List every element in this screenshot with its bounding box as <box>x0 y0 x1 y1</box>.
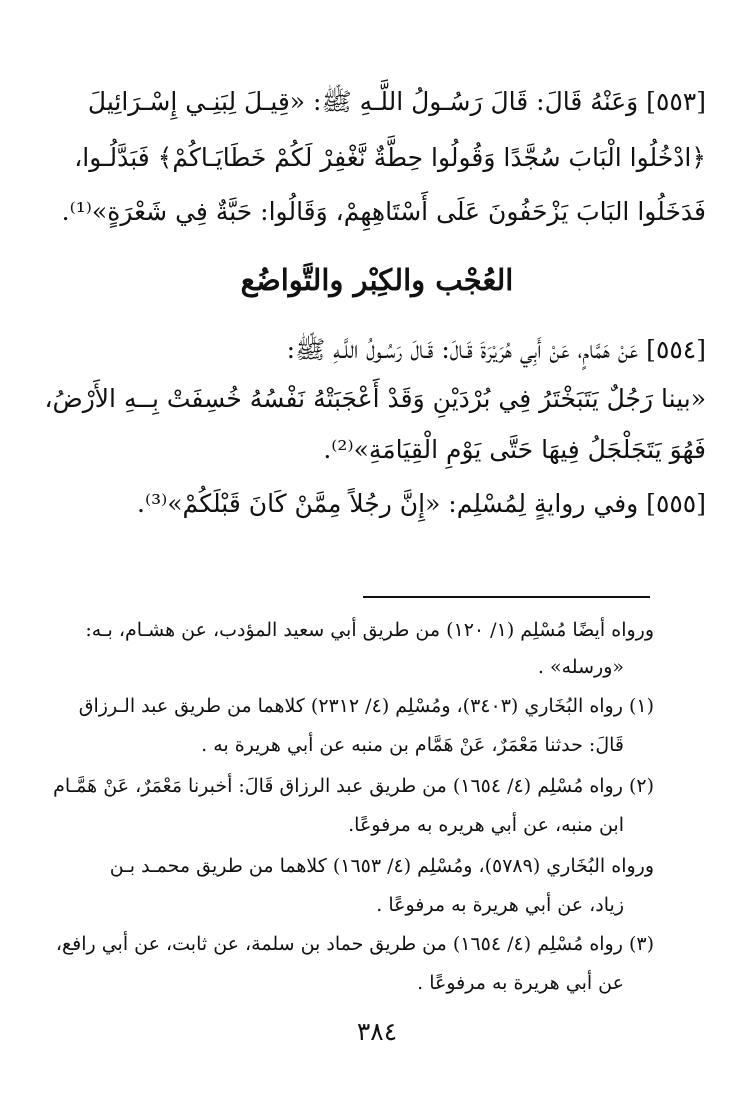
hadith-554-line-1: [٥٥٤] عَنْ هَمَّامٍ، عَنْ أَبِي هُرَيْرَةَ قَـالَ: قَـالَ رَسُـولُ اللَّـهِ ﷺ: <box>286 335 706 364</box>
hadith-554-line-3: فَهُوَ يَتَجَلْجَلُ فِيهَا حَتَّى يَوْمِ الْقِيَامَةِ»⁽²⁾. <box>323 435 706 464</box>
footnote-line: ورواه أيضًا مُسْلِم (١/ ١٢٠) من طريق أبي سعيد المؤدب، عن هشـام، بـه: <box>85 619 654 641</box>
section-heading: العُجْب والكِبْر والتَّواضُع <box>240 263 514 297</box>
page-number: ٣٨٤ <box>356 1017 398 1046</box>
footnote-3-line: (٣) رواه مُسْلِم (٤/ ١٦٥٤) من طريق حماد بن سلمة، عن ثابت، عن أبي رافع، <box>55 933 654 955</box>
hadith-554-line-2: «بينا رَجُلٌ يَتَبَخْتَرُ فِي بُرْدَيْنِ وَقَدْ أَعْجَبَتْهُ نَفْسُهُ خُسِفَتْ بِــهِ الأَرْضُ، <box>44 384 706 413</box>
footnote-3-line: عن أبي هريرة به مرفوعًا . <box>417 972 624 994</box>
footnote-line: ورواه البُخَاري (٥٧٨٩)، ومُسْلِم (٤/ ١٦٥٣) كلاهما من طريق محمـد بـن <box>109 855 654 877</box>
hadith-553-line-1: [٥٥٣] وَعَنْهُ قَالَ: قَالَ رَسُـولُ اللَّـهِ ﷺ: «قِيـلَ لِبَنِـي إِسْـرَائِيلَ <box>87 87 706 116</box>
footnote-1-line: قَالَ: حدثنا مَعْمَرٌ، عَنْ هَمَّام بن منبه عن أبي هريرة به . <box>201 734 624 756</box>
footnote-1-line: (١) رواه البُخَاري (٣٤٠٣)، ومُسْلِم (٤/ ٢٣١٢) كلاهما من طريق عبد الـرزاق <box>78 695 654 717</box>
hadith-555-line: [٥٥٥] وفي روايةٍ لِمُسْلِم: «إِنَّ رجُلاً مِمَّنْ كَانَ قَبْلَكُمْ»⁽³⁾. <box>137 489 706 518</box>
footnote-line: «ورسله» . <box>537 656 624 678</box>
footnote-2-line: ابن منبه، عن أبي هريره به مرفوعًا. <box>348 814 624 836</box>
footnote-2-line: (٢) رواه مُسْلِم (٤/ ١٦٥٤) من طريق عبد الرزاق قَالَ: أخبرنا مَعْمَرٌ، عَنْ هَمَّـام <box>53 775 654 797</box>
footnote-line: زياد، عن أبي هريرة به مرفوعًا . <box>376 894 624 916</box>
hadith-553-line-2: ﴿ادْخُلُوا الْبَابَ سُجَّدًا وَقُولُوا حِطَّةٌ نَّغْفِرْ لَكُمْ خَطَايَـاكُمْ﴾ فَبَدَّلُـوا، <box>74 143 706 172</box>
hadith-553-line-3: فَدَخَلُوا البَابَ يَزْحَفُونَ عَلَى أَسْتَاهِهِمْ، وَقَالُوا: حَبَّةٌ فِي شَعْرَةٍ»⁽¹⁾. <box>61 197 706 226</box>
footnote-divider <box>363 596 650 598</box>
